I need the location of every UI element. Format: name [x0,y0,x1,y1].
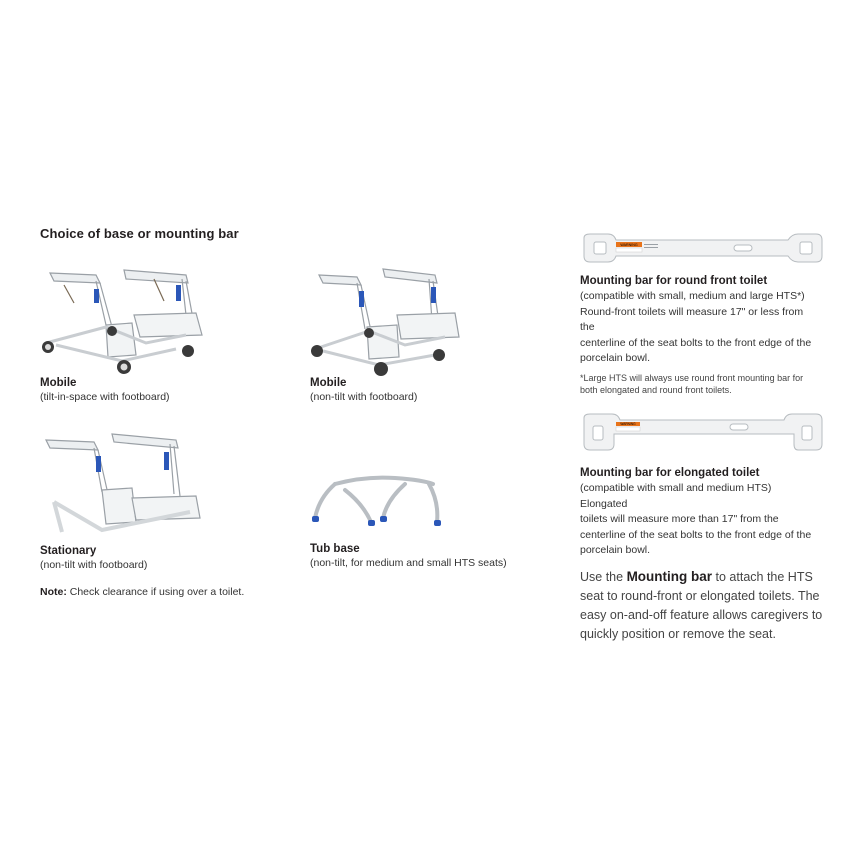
description-line: porcelain bowl. [580,352,651,364]
description-line: centerline of the seat bolts to the front edge of the [580,336,812,349]
base-caption-mobile-nontilt [310,376,417,404]
description-line: Round-front toilets will measure 17" or less from the [580,305,804,333]
description-line: centerline of the seat bolts to the front edge of the [580,528,812,541]
base-subtitle: (non-tilt with footboard) [40,559,148,571]
usage-line: to attach the HTS [712,570,813,584]
clearance-note [40,586,244,598]
usage-line: quickly position or remove the seat. [580,627,776,641]
usage-bold: Mounting bar [626,569,713,584]
note-text: Check clearance if using over a toilet. [66,586,245,598]
usage-paragraph [580,567,825,644]
description-line: (compatible with small, medium and large HTS*) [580,290,805,302]
elongated-bar-description [580,481,820,559]
round-front-mounting-bar-image [580,232,825,264]
footnote-line: *Large HTS will always use round front mounting bar for [580,372,804,383]
warning-label-text: WARNING [620,243,638,247]
round-front-bar-title: Mounting bar for round front toilet [580,275,768,287]
usage-pre: Use the [580,570,627,584]
stationary-base-image [40,432,210,542]
footnote-line: both elongated and round front toilets. [580,385,732,395]
elongated-mounting-bar-image [580,412,825,452]
base-title: Mobile [40,377,77,389]
round-front-bar-text [580,274,820,397]
base-title: Stationary [40,545,97,557]
elongated-bar-text [580,466,820,559]
mobile-tilt-base-image [36,265,216,380]
usage-line: easy on-and-off feature allows caregivers to [580,608,823,622]
description-line: toilets will measure more than 17" from the [580,513,779,525]
base-caption-mobile-tilt [40,376,170,404]
tub-base-image [305,470,455,530]
warning-label-text: WARNING [620,422,636,427]
mobile-nontilt-base-image [305,265,465,380]
description-line: porcelain bowl. [580,544,651,556]
base-title: Mobile [310,377,347,389]
description-line: (compatible with small and medium HTS) Elongated [580,482,772,510]
base-title: Tub base [310,543,360,555]
note-label: Note: [40,586,67,598]
round-front-bar-description [580,289,820,367]
round-front-bar-footnote [580,372,820,397]
usage-line: seat to round-front or elongated toilets. The [580,589,820,603]
base-subtitle: (non-tilt, for medium and small HTS seats) [310,557,507,569]
base-caption-stationary [40,544,147,572]
base-caption-tub [310,542,507,570]
base-subtitle: (tilt-in-space with footboard) [40,391,170,403]
section-heading: Choice of base or mounting bar [40,226,239,241]
base-subtitle: (non-tilt with footboard) [310,391,418,403]
elongated-bar-title: Mounting bar for elongated toilet [580,467,760,479]
